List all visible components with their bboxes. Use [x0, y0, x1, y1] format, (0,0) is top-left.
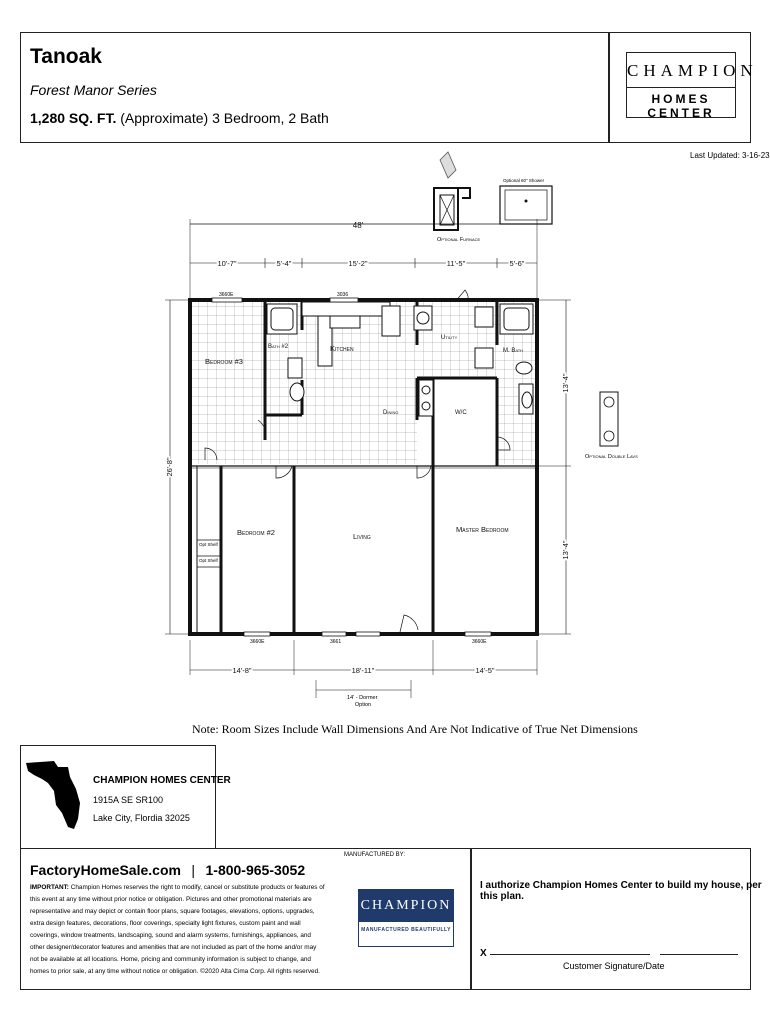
- sqft-bold: 1,280 SQ. FT.: [30, 110, 117, 126]
- room-master: Master Bedroom: [456, 525, 509, 534]
- opt-shelf-2: Opt Shelf: [199, 558, 218, 563]
- logo-divider: [627, 87, 735, 88]
- signature-label: Customer Signature/Date: [563, 961, 665, 971]
- room-living: Living: [353, 532, 371, 541]
- room-bedroom2: Bedroom #2: [237, 528, 275, 537]
- top-dim-5: 5'-6": [509, 259, 525, 268]
- room-bath2: Bath #2: [268, 344, 289, 350]
- optional-furnace: [434, 152, 481, 243]
- overall-width: 48': [352, 221, 364, 230]
- right-dim-2: 13'-4": [561, 540, 570, 560]
- dormer-option: 14' - Dormer Option: [347, 695, 378, 708]
- window-3661-label: 3661: [330, 639, 342, 645]
- top-dim-1: 10'-7": [217, 259, 237, 268]
- manufactured-by: MANUFACTURED BY:: [344, 852, 406, 858]
- sqft-line: [30, 110, 329, 126]
- signature-line[interactable]: [480, 943, 738, 961]
- mfr-logo-text: CHAMPION: [359, 890, 453, 922]
- top-dim-2: 5'-4": [276, 259, 292, 268]
- site-url[interactable]: FactoryHomeSale.com: [30, 862, 181, 878]
- mfr-tagline: MANUFACTURED BEAUTIFULLY: [361, 927, 451, 933]
- dealer-address-1: 1915A SE SR100: [93, 795, 164, 805]
- room-dining: Dining: [383, 410, 399, 416]
- overall-depth: 26'-8": [165, 457, 174, 477]
- room-mbath: M. Bath: [503, 348, 524, 354]
- important-text: Champion Homes reserves the right to modify, cancel or substitute products or features of this event at any time without prior notice or obligation. Pictures and other promotional materials are representative and may depict or contain floor plans, square footages, elevations, options, upgrades, extra design features, decorations, floor coverings, specialty light fixtures, custom paint and wall coverings, window treatments, landscaping, sound and alarm systems, furnishings, appliances, and other designer/decorator features and amenities that are not included as part of the home and/or may not be available at all locations. Home, pricing and community information is subject to change, and homes to prior sale, at any time without notice or obligation. ©2020 Alta Cima Corp. All rights reserved.: [30, 884, 325, 975]
- optional-shower: [500, 178, 552, 224]
- optional-furnace-label: Optional Furnace: [437, 237, 481, 243]
- room-wic: W/C: [455, 410, 467, 416]
- model-name: Tanoak: [30, 45, 102, 68]
- dealer-name: CHAMPION HOMES CENTER: [93, 775, 231, 786]
- signature-underline-1: [490, 954, 650, 955]
- top-dim-3: 15'-2": [348, 259, 368, 268]
- optional-shower-label: Optional 60" Shower: [503, 178, 545, 183]
- window-3660c-label: 3660E: [472, 639, 487, 645]
- signature-x: X: [480, 948, 487, 959]
- authorize-text: I authorize Champion Homes Center to build my house, per this plan.: [480, 880, 762, 902]
- window-3660-label: 3660E: [219, 292, 234, 298]
- florida-map-icon: [24, 757, 84, 832]
- optional-double-lavs: [585, 392, 638, 460]
- champion-manufacturer-logo: [358, 889, 454, 947]
- phone-number[interactable]: 1-800-965-3052: [205, 862, 306, 878]
- important-label: IMPORTANT:: [30, 884, 69, 891]
- optional-double-lavs-label: Optional Double Lavs: [585, 454, 638, 460]
- logo-bottom-text: HOMES CENTER: [647, 92, 715, 120]
- important-disclaimer: [30, 882, 325, 978]
- right-dim-1: 13'-4": [561, 373, 570, 393]
- bottom-dim-3: 14'-5": [475, 666, 495, 675]
- bottom-dim-2: 18'-11": [351, 666, 375, 675]
- site-line: FactoryHomeSale.com | 1-800-965-3052: [30, 862, 306, 878]
- series-name: Forest Manor Series: [30, 82, 157, 98]
- room-kitchen: Kitchen: [330, 344, 354, 353]
- opt-shelf-1: Opt Shelf: [199, 542, 218, 547]
- window-3036-label: 3036: [337, 292, 349, 298]
- champion-homes-center-logo: [626, 52, 758, 120]
- room-bedroom3: Bedroom #3: [205, 357, 243, 366]
- top-dim-4: 11'-5": [446, 259, 466, 268]
- signature-underline-2: [660, 954, 738, 955]
- room-utility: Utility: [441, 335, 458, 341]
- last-updated: Last Updated: 3-16-23: [690, 151, 770, 160]
- dealer-address-2: Lake City, Flordia 32025: [93, 813, 190, 823]
- room-size-note: Note: Room Sizes Include Wall Dimensions And Are Not Indicative of True Net Dimensions: [192, 722, 638, 736]
- header-divider: [608, 32, 610, 143]
- footer-divider: [470, 848, 472, 990]
- window-3660b-label: 3660E: [250, 639, 265, 645]
- floor-plan: [0, 145, 770, 715]
- logo-top-text: CHAMPION: [627, 61, 758, 80]
- bottom-dim-1: 14'-8": [232, 666, 252, 675]
- sqft-rest: (Approximate) 3 Bedroom, 2 Bath: [120, 110, 329, 126]
